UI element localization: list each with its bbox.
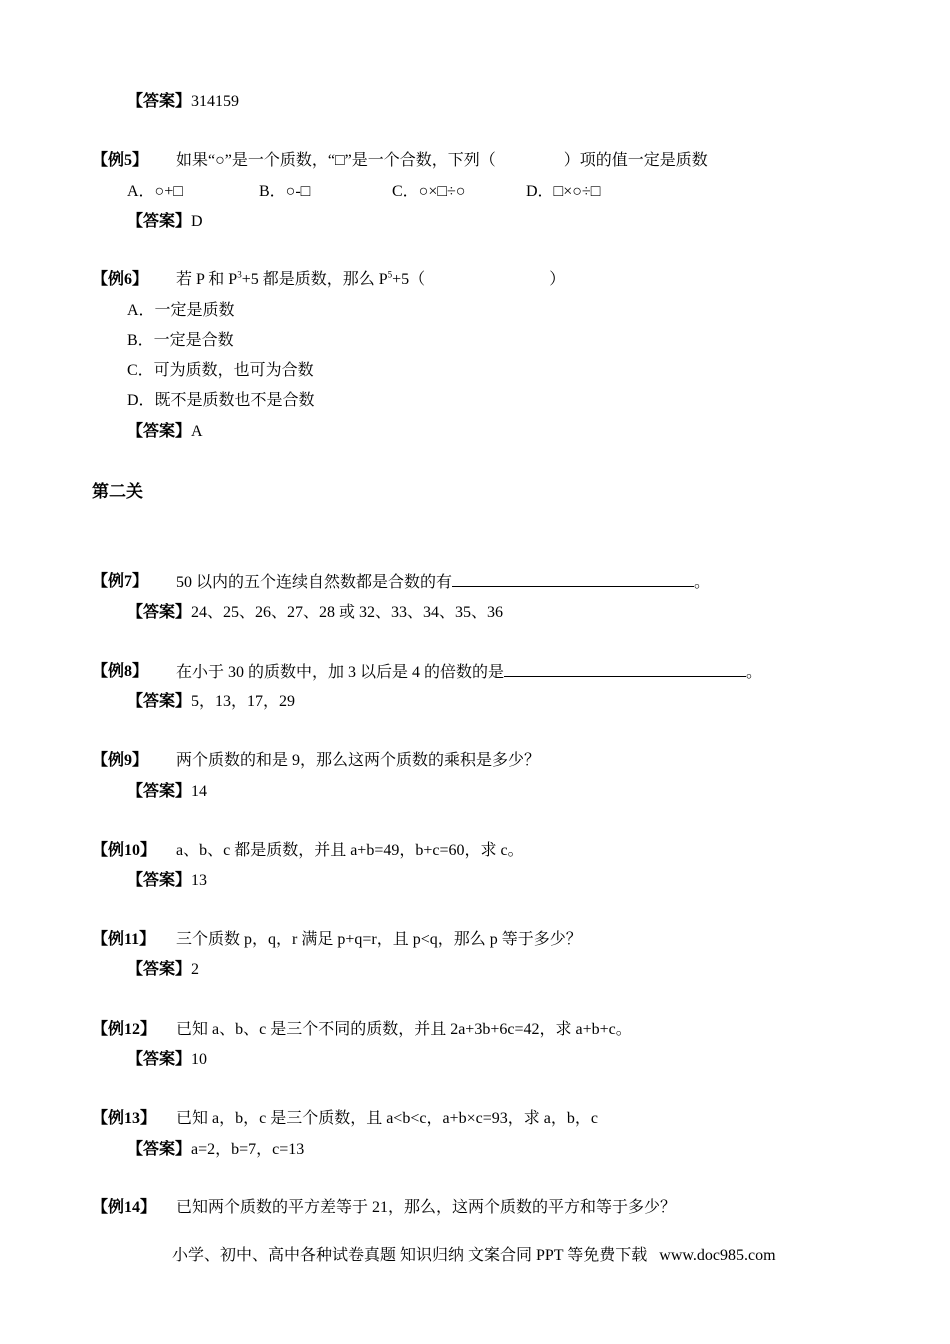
question-text: 已知两个质数的平方差等于 21，那么，这两个质数的平方和等于多少？ [176, 1199, 677, 1216]
option-a: A．○+□ [127, 183, 183, 200]
question-part: 若 P 和 P [176, 271, 238, 288]
answer-label: 【答案】 [127, 213, 192, 230]
answer-row [127, 960, 199, 980]
answer-label: 【答案】 [127, 783, 192, 800]
answer-label: 【答案】 [127, 961, 192, 978]
question-part: +5 都是质数，那么 P [241, 271, 388, 288]
answer-row [127, 92, 239, 112]
question-tail: 。 [694, 574, 711, 591]
section-title: 第二关 [92, 482, 143, 501]
answer-row [127, 603, 503, 623]
answer-value: D [191, 213, 203, 230]
answer-row [127, 782, 207, 802]
question-text [176, 270, 565, 290]
answer-value: A [191, 423, 203, 440]
answer-label: 【答案】 [127, 1051, 192, 1068]
answer-label: 【答案】 [127, 693, 192, 710]
answer-row [127, 422, 203, 442]
example-label: 【例6】 [92, 271, 149, 288]
question-text: 已知 a，b，c 是三个质数，且 a<b<c，a+b×c=93，求 a，b，c [176, 1110, 598, 1127]
answer-row [127, 692, 295, 712]
answer-value: 5，13，17，29 [191, 693, 296, 710]
question-text [176, 151, 708, 171]
answer-value: a=2，b=7，c=13 [191, 1141, 305, 1158]
example-label: 【例13】 [92, 1110, 157, 1127]
question-main: 如果“○”是一个质数，“□”是一个合数，下列（ [176, 152, 496, 169]
question-tail: ） [549, 271, 566, 288]
answer-value: 2 [191, 961, 200, 978]
answer-label: 【答案】 [127, 1141, 192, 1158]
question-text: 两个质数的和是 9，那么这两个质数的乘积是多少？ [176, 752, 541, 769]
answer-row [127, 212, 203, 232]
option-b: B．○-□ [259, 183, 311, 200]
question-tail: 。 [746, 664, 763, 681]
answer-row [127, 871, 207, 891]
answer-value: 10 [191, 1051, 208, 1068]
superscript: 3 [237, 269, 242, 280]
answer-label: 【答案】 [127, 604, 192, 621]
answer-label: 【答案】 [127, 423, 192, 440]
option-c: C．○×□÷○ [392, 183, 466, 200]
answer-row [127, 1140, 304, 1160]
option-d: D．□×○÷□ [526, 183, 601, 200]
example-label: 【例7】 [92, 573, 149, 590]
question-text: a、b、c 都是质数，并且 a+b=49，b+c=60，求 c。 [176, 842, 524, 859]
answer-value: 24、25、26、27、28 或 32、33、34、35、36 [191, 604, 504, 621]
example-label: 【例5】 [92, 152, 149, 169]
answer-row [127, 1050, 207, 1070]
example-label: 【例9】 [92, 752, 149, 769]
fill-blank [452, 572, 694, 587]
superscript: 5 [387, 269, 393, 280]
question-text [176, 662, 762, 683]
example-label: 【例8】 [92, 663, 149, 680]
answer-value: 314159 [191, 93, 240, 110]
answer-value: 14 [191, 783, 208, 800]
answer-value: 13 [191, 872, 208, 889]
example-label: 【例10】 [92, 842, 157, 859]
example-label: 【例14】 [92, 1199, 157, 1216]
example-label: 【例12】 [92, 1021, 157, 1038]
question-tail: ）项的值一定是质数 [563, 152, 708, 169]
answer-label: 【答案】 [127, 93, 192, 110]
question-main: 在小于 30 的质数中，加 3 以后是 4 的倍数的是 [176, 664, 505, 681]
option-d: D．既不是质数也不是合数 [127, 392, 315, 409]
option-c: C．可为质数，也可为合数 [127, 362, 314, 379]
question-main: 50 以内的五个连续自然数都是合数的有 [176, 574, 453, 591]
question-text: 已知 a、b、c 是三个不同的质数，并且 2a+3b+6c=42，求 a+b+c。 [176, 1021, 632, 1038]
question-text [176, 572, 710, 593]
question-part: +5（ [392, 271, 426, 288]
question-text: 三个质数 p，q，r 满足 p+q=r，且 p<q，那么 p 等于多少？ [176, 931, 582, 948]
fill-blank [504, 662, 746, 677]
option-b: B．一定是合数 [127, 332, 234, 349]
example-label: 【例11】 [92, 931, 156, 948]
option-a: A．一定是质数 [127, 302, 235, 319]
page-footer: 小学、初中、高中各种试卷真题 知识归纳 文案合同 PPT 等免费下载 www.doc985.com [172, 1247, 776, 1264]
answer-label: 【答案】 [127, 872, 192, 889]
